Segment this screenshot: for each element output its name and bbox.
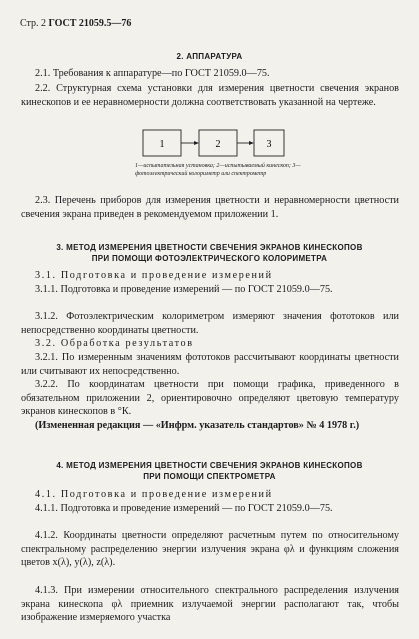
subsection-4-1: 4.1. Подготовка и проведение измерений	[35, 489, 273, 500]
section-3-title-line-2: ПРИ ПОМОЩИ ФОТОЭЛЕКТРИЧЕСКОГО КОЛОРИМЕТРА	[91, 254, 328, 263]
paragraph-2-1: 2.1. Требования к аппаратуре—по ГОСТ 21059.0—75.	[35, 68, 270, 79]
section-2-title: 2. АППАРАТУРА	[176, 52, 243, 61]
paragraph-4-1-3: 4.1.3. При измерении относительного спектрального распределения излучения экрана кинескопа φλ приемник излучаемой энергии располагают так, чтобы изображение измеряемого участка	[21, 585, 399, 623]
standard-code: ГОСТ 21059.5—76	[48, 18, 132, 29]
paragraph-2-3: 2.3. Перечень приборов для измерения цветности и неравномерности цветности свечения экрана приведен в рекомендуемом приложении 1.	[21, 195, 399, 220]
diagram-label-2: 2	[215, 139, 221, 150]
diagram-label-1: 1	[159, 139, 165, 150]
paragraph-4-1-2: 4.1.2. Координаты цветности определяют расчетным путем по относительному спектральному распределению энергии излучения экрана φλ и функциям сложения цветов x(λ), y(λ), z(λ).	[21, 530, 399, 568]
paragraph-3-1-1: 3.1.1. Подготовка и проведение измерений — по ГОСТ 21059.0—75.	[35, 284, 333, 295]
subsection-3-2: 3.2. Обработка результатов	[35, 338, 194, 349]
section-4-title-line-1: 4. МЕТОД ИЗМЕРЕНИЯ ЦВЕТНОСТИ СВЕЧЕНИЯ ЭКРАНОВ КИНЕСКОПОВ	[56, 461, 363, 470]
diagram-label-3: 3	[266, 139, 272, 150]
paragraph-4-1-1: 4.1.1. Подготовка и проведение измерений — по ГОСТ 21059.0—75.	[35, 503, 333, 514]
page-number: Стр. 2	[20, 18, 47, 29]
change-note: (Измененная редакция — «Инфрм. указатель стандартов» № 4 1978 г.)	[35, 420, 360, 431]
diagram-caption: 1—испытательная установка; 2—испытываемый кинескоп; 3—фотоэлектрический колориметр или спектрометр	[135, 163, 301, 177]
diagram-arrowhead-2	[249, 141, 254, 145]
paragraph-3-2-1: 3.2.1. По измеренным значениям фототоков рассчитывают координаты цветности или считывают их непосредственно.	[21, 352, 399, 377]
subsection-3-1: 3.1. Подготовка и проведение измерений	[35, 270, 273, 281]
paragraph-3-1-2: 3.1.2. Фотоэлектрическим колориметром измеряют значения фототоков или непосредственно координаты цветности.	[21, 311, 399, 336]
section-3-title-line-1: 3. МЕТОД ИЗМЕРЕНИЯ ЦВЕТНОСТИ СВЕЧЕНИЯ ЭКРАНОВ КИНЕСКОПОВ	[56, 243, 363, 252]
section-4-title-line-2: ПРИ ПОМОЩИ СПЕКТРОМЕТРА	[143, 472, 276, 481]
diagram-arrowhead-1	[194, 141, 199, 145]
paragraph-2-2: 2.2. Структурная схема установки для измерения цветности свечения экранов кинескопов и ее неравномерности должна соответствовать указанной на чертеже.	[21, 83, 399, 108]
paragraph-3-2-2: 3.2.2. По координатам цветности при помощи графика, приведенного в обязательном приложении 2, ориентировочно определяют цветовую температуру экранов кинескопов в °К.	[21, 379, 399, 417]
